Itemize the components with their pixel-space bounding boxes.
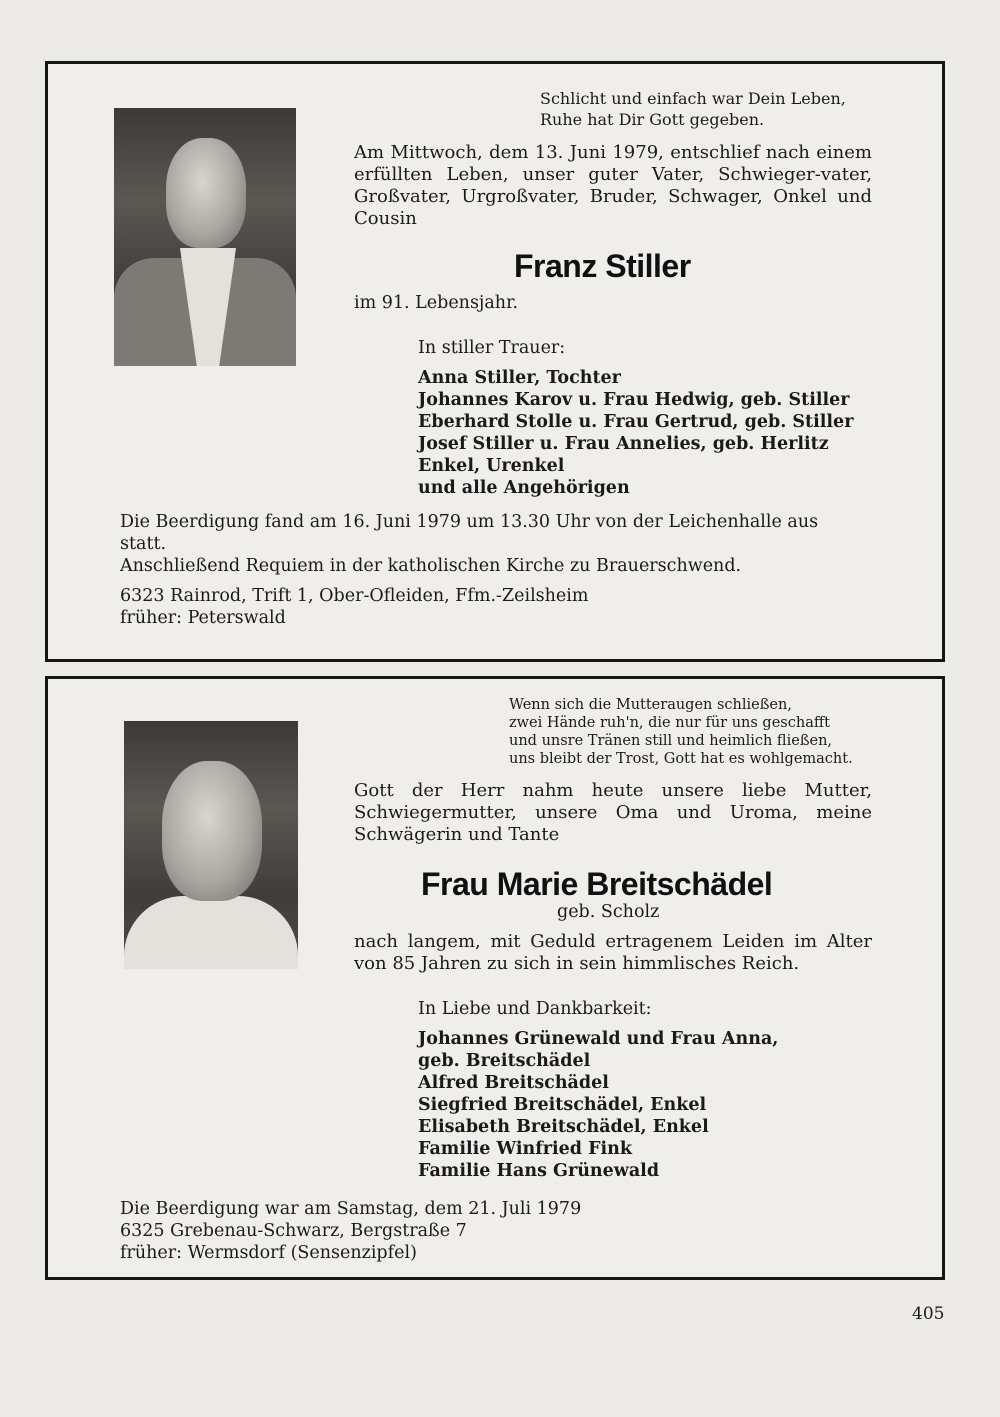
age-text: im 91. Lebensjahr. bbox=[354, 293, 519, 313]
page-number: 405 bbox=[912, 1304, 945, 1324]
maiden-name: geb. Scholz bbox=[557, 902, 660, 922]
former-residence: früher: Wermsdorf (Sensenzipfel) bbox=[120, 1243, 417, 1263]
funeral-info bbox=[120, 1198, 581, 1264]
deceased-name: Frau Marie Breitschädel bbox=[421, 866, 773, 902]
mourners-list bbox=[418, 367, 853, 499]
obituary-franz-stiller bbox=[45, 61, 945, 662]
portrait-photo-marie-breitschaedel bbox=[124, 721, 298, 969]
mourner: Johannes Grünewald und Frau Anna, bbox=[418, 1029, 779, 1049]
mourner: geb. Breitschädel bbox=[418, 1051, 591, 1071]
mourner: Anna Stiller, Tochter bbox=[418, 368, 621, 388]
verse bbox=[509, 696, 939, 768]
requiem-line: Anschließend Requiem in der katholischen Kirche zu Brauerschwend. bbox=[120, 556, 742, 576]
verse-line: uns bleibt der Trost, Gott hat es wohlgemacht. bbox=[509, 751, 853, 767]
verse-line: Schlicht und einfach war Dein Leben, bbox=[540, 89, 846, 108]
verse-line: und unsre Tränen still und heimlich fließen, bbox=[509, 733, 833, 749]
intro-text: Am Mittwoch, dem 13. Juni 1979, entschlief nach einem erfüllten Leben, unser guter Vater, Schwieger-vater, Großvater, Urgroßvater, Bruder, Schwager, Onkel und Cousin bbox=[354, 142, 872, 229]
verse-line: Ruhe hat Dir Gott gegeben. bbox=[540, 110, 765, 129]
mourner: Elisabeth Breitschädel, Enkel bbox=[418, 1117, 709, 1137]
funeral-line: Die Beerdigung fand am 16. Juni 1979 um 13.30 Uhr von der Leichenhalle aus bbox=[120, 512, 819, 532]
verse-line: Wenn sich die Mutteraugen schließen, bbox=[509, 697, 792, 713]
deceased-name: Franz Stiller bbox=[514, 248, 691, 284]
former-residence: früher: Peterswald bbox=[120, 608, 286, 628]
verse-line: zwei Hände ruh'n, die nur für uns geschafft bbox=[509, 715, 830, 731]
mourner: Johannes Karov u. Frau Hedwig, geb. Stiller bbox=[418, 390, 850, 410]
portrait-photo-franz-stiller bbox=[114, 108, 296, 366]
funeral-info bbox=[120, 511, 818, 577]
address-block bbox=[120, 585, 588, 629]
intro-text: Gott der Herr nahm heute unsere liebe Mutter, Schwiegermutter, unsere Oma und Uroma, meine Schwägerin und Tante bbox=[354, 780, 872, 845]
mourner: Siegfried Breitschädel, Enkel bbox=[418, 1095, 707, 1115]
mourner: Enkel, Urenkel bbox=[418, 456, 565, 476]
address: 6325 Grebenau-Schwarz, Bergstraße 7 bbox=[120, 1221, 467, 1241]
passing-text: nach langem, mit Geduld ertragenem Leiden im Alter von 85 Jahren zu sich in sein himmlisches Reich. bbox=[354, 931, 872, 974]
mourner: Alfred Breitschädel bbox=[418, 1073, 609, 1093]
obituary-marie-breitschaedel bbox=[45, 676, 945, 1280]
mourner: Familie Hans Grünewald bbox=[418, 1161, 660, 1181]
mourner: Josef Stiller u. Frau Annelies, geb. Herlitz bbox=[418, 434, 829, 454]
mourning-label: In Liebe und Dankbarkeit: bbox=[418, 999, 652, 1019]
mourning-label: In stiller Trauer: bbox=[418, 338, 566, 358]
verse bbox=[540, 88, 940, 130]
mourner: Familie Winfried Fink bbox=[418, 1139, 632, 1159]
funeral-line: statt. bbox=[120, 534, 167, 554]
address: 6323 Rainrod, Trift 1, Ober-Ofleiden, Ffm.-Zeilsheim bbox=[120, 586, 589, 606]
mourners-list bbox=[418, 1028, 778, 1182]
funeral-line: Die Beerdigung war am Samstag, dem 21. Juli 1979 bbox=[120, 1199, 582, 1219]
mourner: und alle Angehörigen bbox=[418, 478, 630, 498]
mourner: Eberhard Stolle u. Frau Gertrud, geb. Stiller bbox=[418, 412, 854, 432]
